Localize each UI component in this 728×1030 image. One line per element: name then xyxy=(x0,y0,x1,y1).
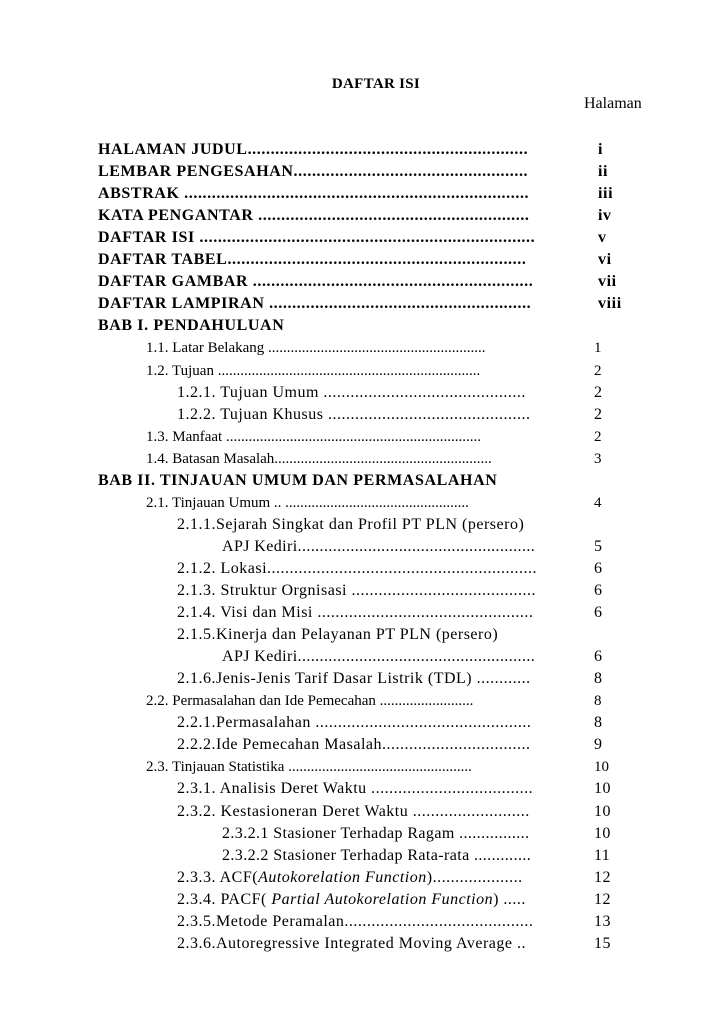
toc-entry-page: i xyxy=(598,141,604,158)
toc-entry-page: v xyxy=(598,229,607,247)
toc-entry xyxy=(0,778,728,800)
toc-entry-text: 2.2. Permasalahan dan Ide Pemecahan ......................... xyxy=(146,693,474,710)
toc-entry xyxy=(0,580,728,602)
toc-entry xyxy=(0,712,728,734)
toc-entry-page: 5 xyxy=(594,537,603,555)
toc-entry-text: 1.2. Tujuan ...................................................................... xyxy=(146,362,481,379)
toc-entry-page: ii xyxy=(598,163,609,181)
toc-entry xyxy=(0,139,728,161)
toc-entry-page: 4 xyxy=(594,494,602,511)
toc-entry-page: 10 xyxy=(594,780,611,798)
toc-entry-text: 1.4. Batasan Masalah.......................................................... xyxy=(146,450,492,467)
toc-entry-page: 8 xyxy=(594,693,602,710)
toc-entry xyxy=(0,933,728,955)
toc-entry-page: 10 xyxy=(594,824,611,842)
toc-entry-page: 3 xyxy=(594,450,602,467)
toc-entry-text: 2.3.1. Analisis Deret Waktu .................................... xyxy=(177,780,534,798)
toc-entry-text: 2.1.2. Lokasi............................................................ xyxy=(177,559,538,577)
toc-entry xyxy=(0,161,728,183)
toc-entry xyxy=(0,646,728,668)
toc-entry xyxy=(0,668,728,690)
toc-entry-text: 2.3. Tinjauan Statistika ................................................. xyxy=(146,759,472,776)
toc-entry xyxy=(0,404,728,426)
toc-entry-text: 2.1.3. Struktur Orgnisasi ......................................... xyxy=(177,582,536,599)
toc-entry-text: BAB II. TINJAUAN UMUM DAN PERMASALAHAN xyxy=(98,471,498,489)
toc-entry xyxy=(0,690,728,712)
toc-entry xyxy=(0,183,728,205)
toc-entry xyxy=(0,337,728,359)
toc-entry-page: 2 xyxy=(594,383,603,401)
toc-entry xyxy=(0,293,728,315)
toc-entry-text: 2.1.6.Jenis-Jenis Tarif Dasar Listrik (TDL) ............ xyxy=(177,670,531,688)
toc-entry-text: 2.3.4. PACF( Partial Autokorelation Function) ..... xyxy=(177,890,526,908)
toc-entry xyxy=(0,271,728,293)
toc-entry-text: APJ Kediri...................................................... xyxy=(222,537,536,555)
toc-entry-text: 1.3. Manfaat .................................................................... xyxy=(146,428,481,445)
toc-entry xyxy=(0,801,728,823)
toc-entry xyxy=(0,448,728,470)
toc-entry xyxy=(0,514,728,536)
toc-entry-page: 6 xyxy=(594,648,603,666)
toc-entry-text: 2.2.1.Permasalahan ................................................ xyxy=(177,714,532,732)
toc-entry xyxy=(0,315,728,337)
toc-entry-text: LEMBAR PENGESAHAN................................................... xyxy=(98,163,529,181)
page-title: DAFTAR ISI xyxy=(331,76,421,92)
toc-entry-page: 2 xyxy=(594,405,603,423)
toc-entry-text: 1.2.2. Tujuan Khusus ............................................. xyxy=(177,405,531,423)
toc-entry-text: DAFTAR LAMPIRAN ......................................................... xyxy=(98,295,532,313)
toc-entry-page: viii xyxy=(598,295,622,313)
toc-entry-text: 1.2.1. Tujuan Umum ............................................. xyxy=(177,383,526,401)
toc-entry-text: 2.3.6.Autoregressive Integrated Moving Average .. xyxy=(177,934,526,952)
toc-entry-page: 13 xyxy=(594,912,611,930)
toc-entry-text: ABSTRAK ........................................................................... xyxy=(98,185,530,203)
toc-entry xyxy=(0,470,728,492)
toc-entry-text: 2.1. Tinjauan Umum .. ................................................. xyxy=(146,494,469,511)
toc-entry-page: 10 xyxy=(594,759,609,776)
toc-entry xyxy=(0,492,728,514)
toc-entry xyxy=(0,205,728,227)
page-column-header: Halaman xyxy=(584,95,642,112)
toc-entry-page: 15 xyxy=(594,934,611,952)
toc-entry xyxy=(0,734,728,756)
toc-entry-text: 2.3.2.1 Stasioner Terhadap Ragam ................ xyxy=(222,824,530,842)
toc-entry xyxy=(0,249,728,271)
toc-entry-page: iii xyxy=(598,185,614,203)
toc-entry-text: DAFTAR GAMBAR ............................................................. xyxy=(98,273,534,291)
toc-entry-page: 2 xyxy=(594,362,602,379)
toc-entry-page: 12 xyxy=(594,868,611,886)
toc-entry-text: 2.2.2.Ide Pemecahan Masalah................................. xyxy=(177,736,531,754)
toc-entry-page: 11 xyxy=(594,846,611,864)
toc-entry xyxy=(0,756,728,778)
toc-entry-text: 2.1.1.Sejarah Singkat dan Profil PT PLN (persero) xyxy=(177,515,525,533)
toc-entry-text: KATA PENGANTAR ........................................................... xyxy=(98,207,530,225)
toc-entry-page: 12 xyxy=(594,890,611,908)
toc-entry xyxy=(0,845,728,867)
toc-entry-text: 2.3.2.2 Stasioner Terhadap Rata-rata ............. xyxy=(222,846,532,864)
toc-entry-text: 2.3.5.Metode Peramalan.......................................... xyxy=(177,912,534,930)
toc-entry-page: 10 xyxy=(594,802,611,820)
toc-entry-text: APJ Kediri...................................................... xyxy=(222,648,536,666)
toc-entry xyxy=(0,823,728,845)
toc-entry xyxy=(0,382,728,404)
toc-entry-text: BAB I. PENDAHULUAN xyxy=(98,317,285,335)
toc-entry xyxy=(0,360,728,382)
toc-entry xyxy=(0,536,728,558)
toc-entry xyxy=(0,227,728,249)
toc-entry-page: iv xyxy=(598,207,612,225)
toc-entry-text: 2.1.4. Visi dan Misi ................................................ xyxy=(177,604,534,622)
toc-entry xyxy=(0,911,728,933)
toc-entry xyxy=(0,889,728,911)
toc-entry-page: vi xyxy=(598,251,612,269)
toc-entry-page: 9 xyxy=(594,736,603,754)
toc-entry-page: 1 xyxy=(594,340,602,357)
toc-entry-page: 2 xyxy=(594,428,602,445)
toc-entry-text: HALAMAN JUDUL............................................................. xyxy=(98,141,529,158)
toc-entry xyxy=(0,602,728,624)
toc-entry-text: 2.1.5.Kinerja dan Pelayanan PT PLN (persero) xyxy=(177,626,499,644)
toc-entry-page: 6 xyxy=(594,559,603,577)
toc-entry-text: 1.1. Latar Belakang .......................................................... xyxy=(146,340,486,357)
toc-entry-text: 2.3.3. ACF(Autokorelation Function).................... xyxy=(177,868,523,886)
toc-entry xyxy=(0,558,728,580)
toc-entry xyxy=(0,624,728,646)
toc-entry-text: DAFTAR ISI ......................................................................... xyxy=(98,229,536,247)
toc-entry xyxy=(0,426,728,448)
toc-entry-page: vii xyxy=(598,273,617,291)
toc-entry-text: DAFTAR TABEL................................................................. xyxy=(98,251,527,269)
toc-entry-page: 8 xyxy=(594,670,603,688)
toc-entry xyxy=(0,867,728,889)
toc-entry-page: 6 xyxy=(594,582,603,599)
toc-entry-page: 6 xyxy=(594,604,603,622)
toc-entry-text: 2.3.2. Kestasioneran Deret Waktu .......................... xyxy=(177,802,530,820)
toc-entry-page: 8 xyxy=(594,714,603,732)
